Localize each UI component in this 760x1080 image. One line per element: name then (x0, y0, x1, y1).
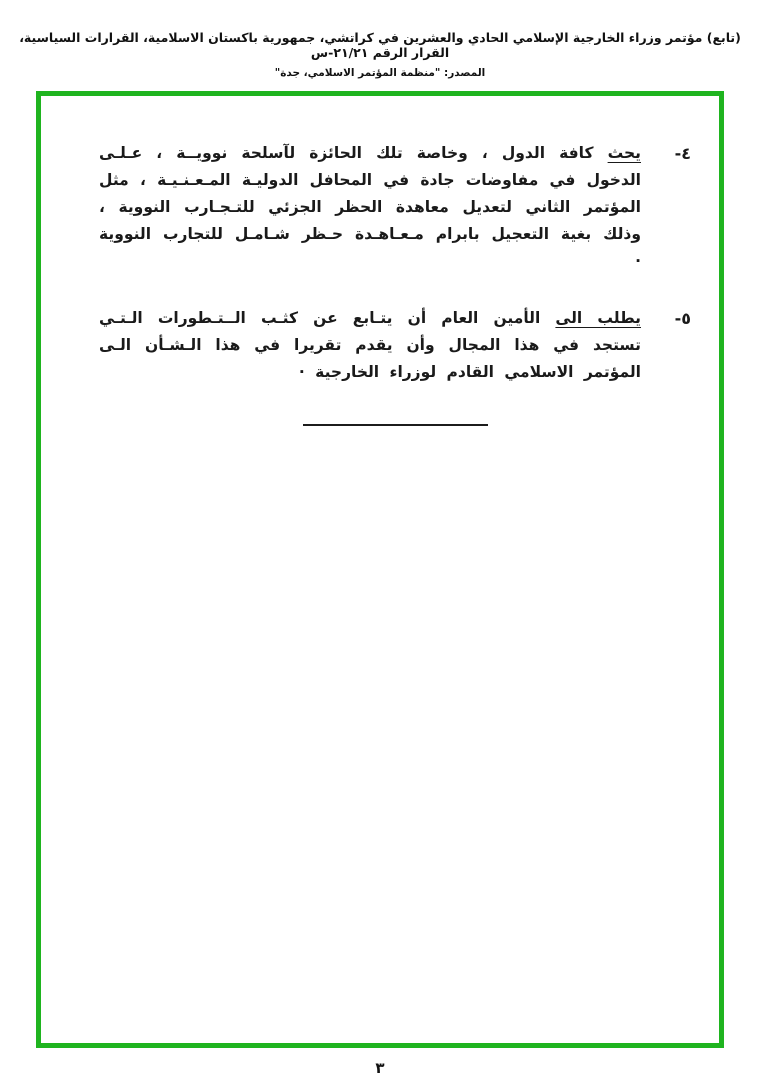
page-number: ٣ (375, 1059, 385, 1077)
clause-body: كافة الدول ، وخاصة تلك الحائزة لآسلحة نوويــة ، عـلـى الدخول في مفاوضات جادة في المحافل الدوليـة المـعـنـيـة ، مثل المؤتمر الثاني لتعديل معاهدة الحظر الجزئي للتـجـارب النووية ، وذلك بغية التعجيل بابرام مـعـاهـدة حـظر شـامـل للتجارب النووية · (99, 144, 641, 270)
clause-number: ٥- (674, 309, 691, 328)
clause-lead-word: يطلب الى (555, 309, 641, 327)
clause-lead-word: يحث (607, 144, 641, 162)
document-header (10, 30, 750, 79)
clause-body: الأمين العام أن يتـابع عن كثـب الــتـطورات الـتـي تستجد في هذا المجال وأن يقدم تقريرا في هذا الـشـأن الـى المؤتمر الاسلامي القادم لوزراء الخارجية · (99, 309, 641, 381)
header-source: المصدر: "منظمة المؤتمر الاسلامي، جدة" (274, 67, 486, 79)
clause-text (99, 305, 641, 386)
clause-number: ٤- (674, 144, 691, 163)
annotation-highlight-box (36, 91, 724, 1048)
resolution-clause-5 (99, 305, 691, 386)
scanned-text-region (41, 96, 719, 426)
header-title: (تابع) مؤتمر وزراء الخارجية الإسلامي الحادي والعشرين في كراتشي، جمهورية باكستان الاسلامية، القرارات السياسية، القرار الرقم ٢١/٢١-س (19, 30, 741, 60)
end-of-text-divider (303, 424, 488, 426)
resolution-clause-4 (99, 140, 691, 275)
clause-text (99, 140, 641, 275)
